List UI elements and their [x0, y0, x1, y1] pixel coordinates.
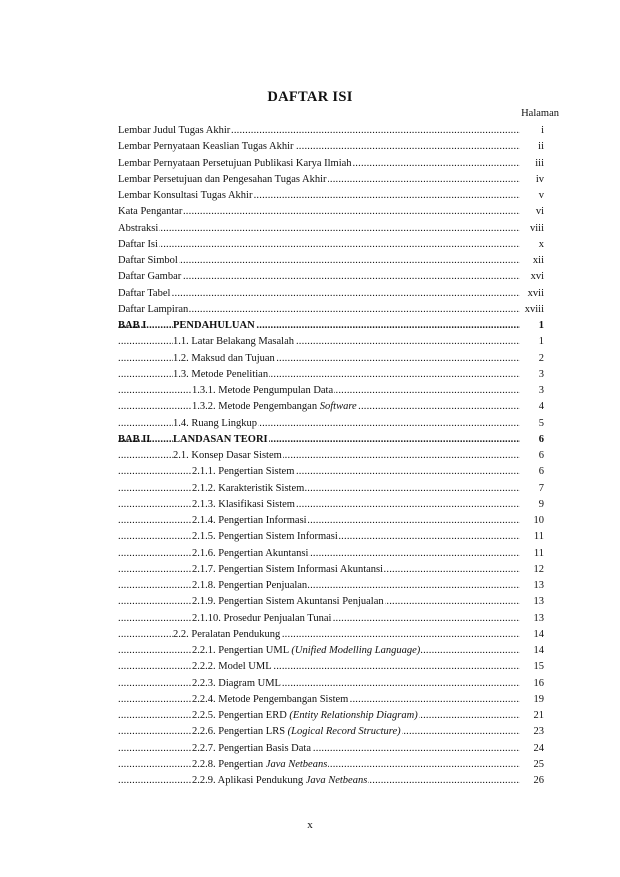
entry-label [118, 253, 179, 269]
entry-page-number: 7 [522, 481, 544, 497]
toc-subentry [118, 578, 544, 594]
toc-subentry [118, 513, 544, 529]
toc-subentry [118, 627, 544, 643]
entry-label [118, 269, 182, 285]
entry-text: 2.1.10. Prosedur Penjualan Tunai [192, 612, 332, 624]
entry-text: 2.1. Konsep Dasar Sistem [173, 450, 282, 461]
toc-subentry [118, 448, 544, 464]
page-number: x [307, 819, 313, 831]
entry-page-number: v [522, 188, 544, 204]
entry-text: 2.1.4. Pengertian Informasi [192, 515, 307, 526]
toc-subentry [118, 367, 544, 383]
entry-label [192, 741, 312, 757]
entry-text: 2.1.3. Klasifikasi Sistem [192, 498, 295, 510]
entry-label [192, 708, 419, 724]
entry-text: 1.2. Maksud dan Tujuan [173, 352, 275, 364]
entry-page-number: 14 [522, 643, 544, 659]
toc-subentry [118, 481, 544, 497]
entry-label [192, 773, 368, 789]
entry-text: 2.2. Peralatan Pendukung [173, 628, 281, 640]
entry-page-number: 2 [522, 351, 544, 367]
entry-page-number: 13 [522, 578, 544, 594]
entry-page-number: 11 [522, 529, 544, 545]
entry-label [192, 611, 332, 627]
toc-entry [118, 302, 544, 318]
toc-chapter [118, 432, 544, 448]
entry-label [192, 464, 295, 480]
entry-page-number: 13 [522, 594, 544, 610]
entry-italic-text: Java Netbeans [305, 775, 368, 786]
entry-label [192, 676, 282, 692]
entry-text: PENDAHULUAN [173, 320, 255, 331]
toc-subentry [118, 334, 544, 350]
entry-page-number: xvi [522, 269, 544, 285]
dot-leader [118, 286, 520, 302]
entry-label [192, 578, 308, 594]
entry-text: 2.2.4. Metode Pengembangan Sistem [192, 693, 349, 705]
entry-text: Daftar Simbol [118, 255, 178, 266]
entry-page-number: 6 [522, 432, 544, 448]
entry-label [118, 188, 253, 204]
entry-page-number: 26 [522, 773, 544, 789]
entry-page-number: 3 [522, 367, 544, 383]
dot-leader [118, 741, 520, 757]
entry-text: 2.1.7. Pengertian Sistem Informasi Akuntansi [192, 563, 384, 575]
entry-page-number: i [522, 123, 544, 139]
entry-label [192, 481, 305, 497]
entry-text: LANDASAN TEORI [173, 433, 268, 445]
entry-page-number: 23 [522, 724, 544, 740]
entry-page-number: 5 [522, 416, 544, 432]
toc-subentry [118, 611, 544, 627]
entry-label [118, 156, 353, 172]
entry-page-number: 14 [522, 627, 544, 643]
toc-chapter [118, 318, 544, 334]
entry-label [192, 594, 385, 610]
entry-page-number: x [522, 237, 544, 253]
toc-subentry [118, 562, 544, 578]
entry-text: 2.1.8. Pengertian Penjualan [192, 580, 308, 591]
entry-label [173, 627, 281, 643]
page-title: DAFTAR ISI [267, 89, 353, 105]
toc-entry [118, 188, 544, 204]
toc-entry [118, 123, 544, 139]
toc-entry [118, 237, 544, 253]
entry-page-number: 1 [522, 334, 544, 350]
entry-text: 2.2.1. Pengertian UML [192, 645, 292, 656]
entry-text: 2.2.8. Pengertian [192, 758, 266, 770]
entry-page-number: iv [522, 172, 544, 188]
entry-label [192, 643, 421, 659]
entry-label [118, 221, 159, 237]
entry-label [173, 351, 276, 367]
entry-text: 2.2.6. Pengertian LRS [192, 726, 288, 738]
entry-text: Lembar Konsultasi Tugas Akhir [118, 190, 253, 201]
dot-leader [118, 546, 520, 562]
entry-page-number: 1 [522, 318, 544, 334]
toc-subentry [118, 676, 544, 692]
entry-label [192, 529, 339, 545]
dot-leader [118, 578, 520, 594]
entry-text: 2.2.7. Pengertian Basis Data [192, 742, 311, 754]
entry-page-number: 10 [522, 513, 544, 529]
entry-text: 2.2.2. Model UML [192, 661, 272, 673]
entry-label [118, 139, 295, 155]
entry-text: 2.2.5. Pengertian ERD [192, 710, 290, 721]
entry-page-number: xvii [522, 286, 544, 302]
dot-leader [118, 497, 520, 513]
toc-subentry [118, 383, 544, 399]
entry-label [118, 302, 189, 318]
entry-page-number: 6 [522, 448, 544, 464]
entry-page-number: 19 [522, 692, 544, 708]
entry-page-number: viii [522, 221, 544, 237]
toc-entry [118, 221, 544, 237]
entry-label [192, 497, 296, 513]
chapter-number: BAB I [118, 320, 147, 331]
entry-page-number: 16 [522, 676, 544, 692]
entry-page-number: 25 [522, 757, 544, 773]
entry-page-number: iii [522, 156, 544, 172]
toc-subentry [118, 594, 544, 610]
entry-label [173, 367, 269, 383]
dot-leader [118, 513, 520, 529]
toc-subentry [118, 643, 544, 659]
toc-subentry [118, 659, 544, 675]
entry-label [118, 237, 159, 253]
entry-page-number: 24 [522, 741, 544, 757]
entry-text: Abstraksi [118, 222, 159, 234]
entry-page-number: 12 [522, 562, 544, 578]
toc-entry [118, 204, 544, 220]
page-column-header: Halaman [521, 108, 559, 119]
entry-page-number: 9 [522, 497, 544, 513]
entry-text: 1.4. Ruang Lingkup [173, 417, 257, 429]
toc-subentry [118, 708, 544, 724]
entry-page-number: xviii [522, 302, 544, 318]
entry-page-number: 4 [522, 399, 544, 415]
entry-text: 2.1.1. Pengertian Sistem [192, 466, 295, 478]
entry-label [192, 546, 309, 562]
dot-leader [118, 676, 520, 692]
toc-subentry [118, 546, 544, 562]
entry-italic-text: (Entity Relationship Diagram) [289, 710, 418, 721]
entry-label [192, 399, 358, 415]
entry-label [192, 562, 384, 578]
entry-page-number: vi [522, 204, 544, 220]
dot-leader [118, 237, 520, 253]
entry-page-number: 6 [522, 464, 544, 480]
toc-subentry [118, 529, 544, 545]
entry-label [192, 757, 328, 773]
toc-subentry [118, 497, 544, 513]
entry-text: Kata Pengantar [118, 206, 183, 218]
entry-page-number: 11 [522, 546, 544, 562]
entry-text: 1.3. Metode Penelitian [173, 368, 269, 380]
toc-entry [118, 139, 544, 155]
entry-page-number: 21 [522, 708, 544, 724]
toc-subentry [118, 773, 544, 789]
entry-text: 2.2.3. Diagram UML [192, 677, 281, 689]
toc-entry [118, 269, 544, 285]
toc-subentry [118, 351, 544, 367]
entry-label [173, 432, 269, 448]
toc-subentry [118, 724, 544, 740]
entry-text: 2.1.2. Karakteristik Sistem [192, 482, 305, 494]
dot-leader [118, 221, 520, 237]
entry-label [118, 123, 231, 139]
entry-text: 1.1. Latar Belakang Masalah [173, 336, 294, 348]
toc-subentry [118, 416, 544, 432]
entry-page-number: ii [522, 139, 544, 155]
entry-italic-text: (Unified Modelling Language) [291, 645, 421, 656]
entry-page-number: 3 [522, 383, 544, 399]
entry-label [173, 318, 256, 334]
toc-subentry [118, 399, 544, 415]
entry-label [192, 724, 402, 740]
entry-label [118, 204, 183, 220]
entry-italic-text: (Logical Record Structure) [287, 726, 401, 738]
entry-text: 1.3.1. Metode Pengumpulan Data [192, 385, 334, 396]
entry-text: Daftar Isi [118, 238, 158, 250]
dot-leader [118, 481, 520, 497]
entry-label [173, 448, 283, 464]
dot-leader [118, 464, 520, 480]
entry-text: Lembar Pernyataan Keaslian Tugas Akhir [118, 141, 294, 153]
toc-subentry [118, 741, 544, 757]
entry-text: Daftar Gambar [118, 271, 182, 283]
entry-label [192, 692, 349, 708]
entry-label [118, 172, 328, 188]
toc-entry [118, 253, 544, 269]
toc-entry [118, 172, 544, 188]
toc-entry [118, 286, 544, 302]
entry-label [192, 383, 334, 399]
entry-text: Lembar Pernyataan Persetujuan Publikasi Karya Ilmiah [118, 157, 352, 169]
entry-italic-text: Software [319, 401, 357, 413]
entry-text: Lembar Judul Tugas Akhir [118, 125, 231, 136]
table-of-contents [118, 123, 544, 789]
chapter-number: BAB II [118, 433, 151, 445]
entry-label [173, 416, 258, 432]
toc-subentry [118, 464, 544, 480]
entry-page-number: 13 [522, 611, 544, 627]
entry-page-number: 15 [522, 659, 544, 675]
entry-text: Daftar Lampiran [118, 303, 189, 315]
entry-italic-text: Java Netbeans [265, 758, 328, 770]
entry-text: 2.1.9. Pengertian Sistem Akuntansi Penjualan [192, 596, 384, 608]
dot-leader [118, 659, 520, 675]
toc-subentry [118, 692, 544, 708]
entry-page-number: xii [522, 253, 544, 269]
entry-label [118, 286, 171, 302]
entry-label [173, 334, 295, 350]
entry-text: Lembar Persetujuan dan Pengesahan Tugas Akhir [118, 173, 327, 185]
toc-entry [118, 156, 544, 172]
entry-label [192, 659, 273, 675]
entry-label [192, 513, 308, 529]
entry-text: 2.1.6. Pengertian Akuntansi [192, 547, 309, 559]
entry-text: 2.2.9. Aplikasi Pendukung [192, 775, 306, 786]
entry-text: 2.1.5. Pengertian Sistem Informasi [192, 531, 338, 543]
entry-text: 1.3.2. Metode Pengembangan [192, 401, 320, 413]
toc-subentry [118, 757, 544, 773]
entry-text: Daftar Tabel [118, 287, 171, 299]
